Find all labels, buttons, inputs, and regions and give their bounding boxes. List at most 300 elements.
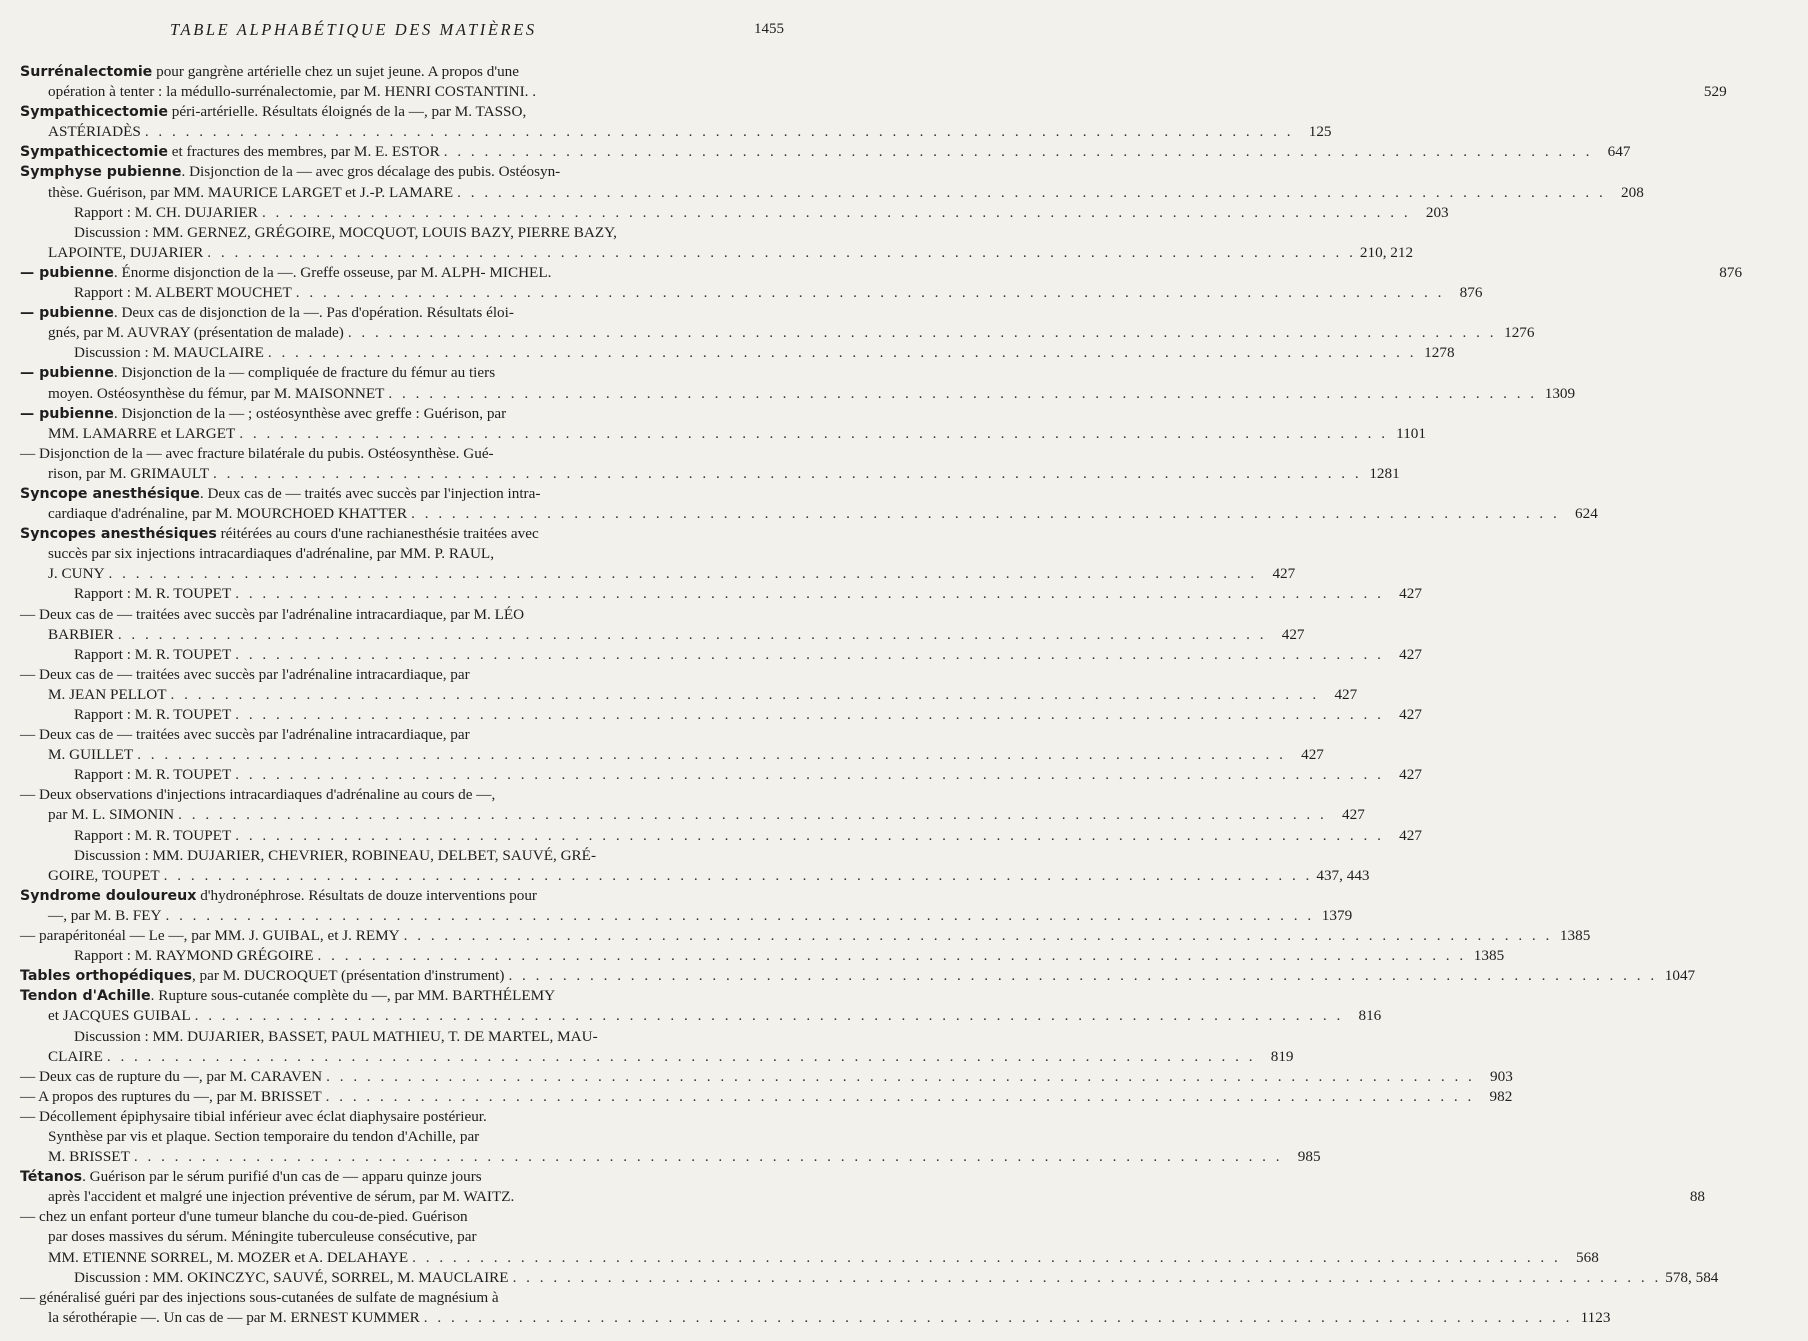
dot-leader	[264, 343, 1421, 363]
index-line-text	[20, 1207, 468, 1227]
index-description: — généralisé guéri par des injections sous-cutanées de sulfate de magnésium à	[20, 1288, 499, 1306]
index-line-text	[74, 826, 231, 846]
index-line	[20, 1047, 1294, 1067]
index-description: par M. L. SIMONIN	[48, 806, 175, 824]
index-line	[20, 323, 1535, 343]
index-line-text	[20, 1067, 322, 1087]
index-line-text	[74, 584, 231, 604]
page-reference: 819	[1270, 1047, 1294, 1065]
index-line-text	[74, 223, 617, 243]
index-description: Rapport : M. ALBERT MOUCHET	[74, 284, 292, 302]
index-line-text	[48, 424, 235, 444]
page-reference	[1638, 1167, 1672, 1187]
index-description: Discussion : MM. DUJARIER, BASSET, PAUL MATHIEU, T. DE MARTEL, MAU-	[74, 1027, 598, 1045]
index-line-text	[20, 1107, 487, 1127]
dot-leader	[231, 584, 1388, 604]
page-reference: 427	[1399, 766, 1422, 784]
index-description: réitérées au cours d'une rachianesthésie traitées avec	[216, 525, 539, 543]
index-line-text	[20, 444, 494, 464]
page-reference	[1652, 785, 1686, 805]
index-line-text	[48, 1227, 477, 1247]
dot-leader	[231, 645, 1388, 665]
index-description: Discussion : MM. DUJARIER, CHEVRIER, ROBINEAU, DELBET, SAUVÉ, GRÉ-	[74, 846, 596, 864]
index-line-text	[48, 906, 161, 926]
index-line	[20, 826, 1422, 846]
index-description: Rapport : M. CH. DUJARIER	[74, 203, 258, 221]
index-line	[20, 805, 1365, 825]
index-description: — Deux cas de rupture du —, par M. CARAVEN	[20, 1067, 323, 1085]
index-line-text	[20, 102, 526, 122]
index-description: LAPOINTE, DUJARIER	[48, 243, 204, 261]
index-line	[20, 363, 780, 383]
index-description: moyen. Ostéosynthèse du fémur, par M. MAISONNET	[48, 384, 385, 402]
index-description: — parapéritonéal — Le —, par MM. J. GUIBAL, et J. REMY	[20, 927, 400, 945]
page-reference: 1385	[1473, 947, 1505, 965]
page-reference: 1309	[1544, 384, 1576, 402]
page-reference	[1651, 544, 1685, 564]
index-description: et fractures des membres, par M. E. ESTOR	[167, 143, 440, 161]
page-reference: 427	[1399, 826, 1422, 844]
index-line-text	[48, 625, 114, 645]
index-line	[20, 584, 1422, 604]
index-description: . Disjonction de la — avec gros décalage des pubis. Ostéosyn-	[181, 163, 561, 181]
index-description: Discussion : MM. OKINCZYC, SAUVÉ, SORREL, M. MAUCLAIRE	[74, 1268, 509, 1286]
index-description: — Disjonction de la — avec fracture bilatérale du pubis. Ostéosynthèse. Gué-	[20, 444, 494, 462]
index-description: péri-artérielle. Résultats éloignés de la —, par M. TASSO,	[167, 103, 527, 121]
index-line	[20, 484, 780, 504]
index-line	[20, 1207, 780, 1227]
page-reference	[1644, 1107, 1678, 1127]
dot-leader	[133, 745, 1290, 765]
index-description: CLAIRE	[48, 1047, 103, 1065]
dot-leader	[161, 906, 1318, 926]
index-description: par doses massives du sérum. Méningite tuberculeuse consécutive, par	[48, 1228, 477, 1246]
index-line-text	[48, 564, 105, 584]
dot-leader	[292, 283, 1449, 303]
index-line	[20, 1087, 1513, 1107]
index-line-text	[48, 504, 407, 524]
page-reference	[1636, 1127, 1670, 1147]
page-reference	[1753, 846, 1787, 866]
dot-leader	[384, 384, 1541, 404]
index-description: opération à tenter : la médullo-surrénalectomie, par M. HENRI COSTANTINI. .	[48, 83, 537, 101]
page-reference: 982	[1489, 1087, 1513, 1105]
index-description: Rapport : M. R. TOUPET	[74, 645, 232, 663]
page-reference	[1717, 162, 1751, 182]
page-reference: 1379	[1321, 906, 1353, 924]
index-line-text	[20, 966, 504, 986]
page-reference	[1633, 1227, 1667, 1247]
index-term: Syndrome douloureux	[20, 887, 197, 904]
page-reference	[1663, 404, 1697, 424]
index-line	[20, 745, 1324, 765]
index-line	[20, 1248, 1599, 1268]
index-line-text	[20, 785, 495, 805]
index-description: Rapport : M. R. TOUPET	[74, 706, 232, 723]
dot-leader	[160, 866, 1317, 886]
index-line	[20, 906, 1353, 926]
dot-leader	[408, 1248, 1565, 1268]
page-reference: 985	[1297, 1148, 1321, 1166]
page-reference: 578, 584	[1665, 1268, 1719, 1286]
page-reference	[1697, 484, 1731, 504]
index-line-text	[48, 544, 494, 564]
index-description: — chez un enfant porteur d'une tumeur blanche du cou-de-pied. Guérison	[20, 1208, 468, 1226]
dot-leader	[130, 1147, 1287, 1167]
index-term: Tendon d'Achille	[20, 988, 151, 1005]
index-line-text	[48, 685, 167, 705]
index-description: . Deux cas de — traités avec succès par l'injection intra-	[199, 484, 541, 502]
index-line-text	[74, 283, 292, 303]
index-entries	[20, 62, 1743, 1328]
page-reference	[1712, 986, 1746, 1006]
page-reference	[1683, 102, 1717, 122]
index-line	[20, 384, 1576, 404]
index-line	[20, 725, 780, 745]
index-description: — Décollement épiphysaire tibial inférieur avec éclat diaphysaire postérieur.	[20, 1107, 487, 1125]
index-line-text	[48, 1147, 130, 1167]
dot-leader	[344, 323, 1501, 343]
index-line-text	[48, 866, 160, 886]
page-reference: 876	[1459, 284, 1483, 302]
dot-leader	[231, 765, 1388, 785]
index-line	[20, 464, 1400, 484]
index-line-text	[20, 142, 440, 162]
index-line	[20, 504, 1598, 524]
dot-leader	[141, 122, 1298, 142]
index-line-text	[48, 1006, 191, 1026]
index-line-text	[74, 765, 231, 785]
index-line-text	[20, 1087, 322, 1107]
index-line-text	[20, 665, 470, 685]
index-line-text	[20, 404, 506, 424]
index-description: rison, par M. GRIMAULT	[48, 464, 210, 482]
index-description: MM. ETIENNE SORREL, M. MOZER et A. DELAHAYE	[48, 1248, 409, 1266]
dot-leader	[191, 1006, 1348, 1026]
dot-leader	[509, 1268, 1666, 1288]
index-line-text	[48, 805, 174, 825]
index-line-text	[20, 162, 560, 182]
index-description: M. GUILLET	[48, 746, 134, 764]
page-reference: 203	[1425, 203, 1449, 221]
index-description: . Deux cas de disjonction de la —. Pas d'opération. Résultats éloi-	[113, 304, 514, 322]
index-term: Syncopes anesthésiques	[20, 526, 217, 543]
page-reference	[1650, 444, 1684, 464]
index-description: . Guérison par le sérum purifié d'un cas de — apparu quinze jours	[82, 1168, 482, 1186]
index-line-text	[74, 343, 264, 363]
dot-leader	[209, 464, 1366, 484]
page-reference	[1624, 1207, 1658, 1227]
index-description: Synthèse par vis et plaque. Section temporaire du tendon d'Achille, par	[48, 1127, 480, 1145]
index-line-text	[20, 62, 519, 82]
page-reference: 903	[1490, 1067, 1513, 1085]
dot-leader	[400, 926, 1557, 946]
index-line-text	[48, 464, 209, 484]
index-line-text	[20, 1167, 482, 1187]
dot-leader	[235, 424, 1392, 444]
index-line-text	[20, 303, 514, 323]
index-line	[20, 1288, 780, 1308]
page-reference: 816	[1358, 1007, 1382, 1025]
page-reference: 1385	[1559, 927, 1591, 945]
index-line	[20, 424, 1426, 444]
page-reference: 437, 443	[1316, 866, 1370, 884]
dot-leader	[231, 826, 1388, 846]
index-line	[20, 223, 780, 243]
dot-leader	[105, 564, 1262, 584]
index-description: Discussion : M. MAUCLAIRE	[74, 344, 264, 362]
index-description: succès par six injections intracardiaques d'adrénaline, par MM. P. RAUL,	[48, 545, 495, 563]
index-line	[20, 62, 780, 82]
index-line-text	[74, 1268, 509, 1288]
index-description: , par M. DUCROQUET (présentation d'instrument)	[191, 967, 505, 985]
index-description: BARBIER	[48, 625, 114, 643]
index-description: Rapport : M. R. TOUPET	[74, 766, 232, 784]
index-line-text	[74, 203, 258, 223]
index-line-text	[48, 243, 203, 263]
dot-leader	[167, 685, 1324, 705]
page-reference: 427	[1399, 706, 1422, 723]
index-description: d'hydronéphrose. Résultats de douze interventions pour	[196, 886, 537, 904]
index-line-text	[48, 183, 453, 203]
index-term: Syncope anesthésique	[20, 485, 200, 502]
index-line	[20, 142, 1631, 162]
index-line	[20, 685, 1358, 705]
index-line-text	[20, 524, 539, 544]
index-line-text	[74, 846, 596, 866]
index-line-text	[20, 484, 540, 504]
dot-leader	[103, 1047, 1260, 1067]
page-reference	[1695, 524, 1729, 544]
page-reference	[1774, 223, 1808, 243]
index-line-text	[20, 605, 524, 625]
page-reference	[1671, 303, 1705, 323]
page-reference: 427	[1272, 565, 1296, 583]
index-line	[20, 1127, 780, 1147]
index-term: Symphyse pubienne	[20, 164, 182, 181]
index-term: — pubienne	[20, 405, 114, 422]
index-description: pour gangrène artérielle chez un sujet jeune. A propos d'une	[152, 63, 519, 80]
index-term: Sympathicectomie	[20, 104, 168, 121]
index-line	[20, 544, 780, 564]
index-line	[20, 625, 1305, 645]
page-reference: 1101	[1396, 424, 1426, 442]
index-line-text	[74, 705, 231, 725]
index-description: —, par M. B. FEY	[48, 906, 162, 924]
index-description: — A propos des ruptures du —, par M. BRISSET	[20, 1087, 322, 1105]
index-description: Rapport : M. RAYMOND GRÉGOIRE	[74, 947, 314, 965]
index-description: . Rupture sous-cutanée complète du —, par MM. BARTHÉLEMY	[150, 987, 556, 1005]
index-line-text	[48, 82, 536, 102]
page-title: TABLE ALPHABÉTIQUE DES MATIÈRES	[170, 20, 537, 39]
index-line-text	[20, 1288, 499, 1308]
index-description: . Disjonction de la — compliquée de fracture du fémur au tiers	[113, 364, 496, 382]
index-term: Sympathicectomie	[20, 144, 168, 161]
index-line	[20, 1227, 780, 1247]
page-reference: 1281	[1369, 464, 1400, 482]
index-description: ASTÉRIADÈS	[48, 123, 141, 141]
page-reference	[1681, 605, 1715, 625]
index-line	[20, 243, 1414, 263]
index-line	[20, 1187, 1706, 1207]
index-description: . Énorme disjonction de la —. Greffe osseuse, par M. ALPH- MICHEL.	[113, 263, 552, 281]
page-reference: 568	[1576, 1248, 1599, 1266]
index-description: la sérothérapie —. Un cas de — par M. ERNEST KUMMER	[48, 1308, 420, 1326]
page-reference: 1276	[1504, 324, 1535, 342]
index-line	[20, 102, 780, 122]
page-reference	[1652, 363, 1686, 383]
dot-leader	[203, 243, 1360, 263]
index-term: — pubienne	[20, 264, 114, 281]
index-line-text	[20, 926, 400, 946]
index-line	[20, 785, 780, 805]
index-description: — Deux cas de — traitées avec succès par l'adrénaline intracardiaque, par	[20, 726, 470, 744]
index-term: — pubienne	[20, 305, 114, 322]
index-line	[20, 705, 1422, 725]
index-line	[20, 1027, 780, 1047]
index-line	[20, 1107, 780, 1127]
index-line	[20, 1147, 1321, 1167]
index-line	[20, 986, 780, 1006]
index-description: — Deux observations d'injections intracardiaques d'adrénaline au cours de —,	[20, 786, 496, 804]
page-reference: 647	[1607, 143, 1631, 161]
index-description: M. BRISSET	[48, 1148, 130, 1166]
page-reference: 624	[1575, 505, 1598, 523]
page-reference: 427	[1281, 625, 1305, 643]
index-line	[20, 665, 780, 685]
index-line	[20, 846, 780, 866]
page-reference: 1278	[1424, 344, 1455, 362]
index-line	[20, 162, 780, 182]
page-reference: 1123	[1580, 1308, 1611, 1326]
index-line	[20, 122, 1332, 142]
index-description: . Disjonction de la — ; ostéosynthèse avec greffe : Guérison, par	[113, 404, 507, 422]
index-line	[20, 203, 1449, 223]
index-line	[20, 1006, 1382, 1026]
index-line	[20, 444, 780, 464]
index-line	[20, 886, 780, 906]
index-line	[20, 926, 1591, 946]
page-reference: 88	[1689, 1188, 1706, 1206]
dot-leader	[174, 805, 1331, 825]
page-reference: 427	[1334, 685, 1358, 703]
index-line	[20, 966, 1696, 986]
index-line	[20, 1167, 780, 1187]
page-reference	[1655, 1288, 1689, 1308]
index-line	[20, 605, 780, 625]
index-line	[20, 343, 1455, 363]
page-reference	[1676, 62, 1710, 82]
index-line-text	[20, 363, 495, 383]
dot-leader	[322, 1067, 1479, 1087]
index-description: gnés, par M. AUVRAY (présentation de malade)	[48, 324, 344, 342]
dot-leader	[453, 183, 1610, 203]
index-description: après l'accident et malgré une injection préventive de sérum, par M. WAITZ.	[48, 1188, 515, 1206]
index-line-text	[48, 745, 133, 765]
index-line	[20, 82, 1727, 102]
index-term: Tétanos	[20, 1169, 83, 1186]
index-line	[20, 866, 1370, 886]
index-line-text	[20, 725, 470, 745]
index-line-text	[74, 946, 314, 966]
index-term: Surrénalectomie	[20, 64, 153, 80]
dot-leader	[504, 966, 1661, 986]
dot-leader	[114, 625, 1271, 645]
page-reference	[1694, 886, 1728, 906]
page-number: 1455	[754, 21, 784, 37]
dot-leader	[231, 705, 1388, 725]
index-line-text	[48, 1047, 103, 1067]
dot-leader	[420, 1308, 1577, 1328]
index-line	[20, 946, 1505, 966]
index-line	[20, 283, 1483, 303]
index-line	[20, 564, 1296, 584]
dot-leader	[314, 946, 1471, 966]
page-reference: 427	[1342, 806, 1365, 824]
index-description: — Deux cas de — traitées avec succès par l'adrénaline intracardiaque, par M. LÉO	[20, 605, 525, 623]
index-description: MM. LAMARRE et LARGET	[48, 424, 236, 442]
page-reference	[1626, 725, 1660, 745]
index-description: J. CUNY	[48, 565, 105, 583]
dot-leader	[322, 1087, 1479, 1107]
index-line	[20, 1308, 1611, 1328]
index-line-text	[20, 886, 537, 906]
index-line-text	[20, 263, 551, 283]
index-line	[20, 645, 1422, 665]
index-term: — pubienne	[20, 365, 114, 382]
page-reference	[1754, 1027, 1788, 1047]
dot-leader	[258, 203, 1415, 223]
index-line-text	[20, 986, 555, 1006]
page-reference: 1047	[1664, 967, 1696, 985]
index-description: M. JEAN PELLOT	[48, 685, 167, 703]
index-line	[20, 404, 780, 424]
index-line	[20, 303, 780, 323]
index-description: GOIRE, TOUPET	[48, 866, 160, 884]
index-line-text	[48, 384, 384, 404]
index-description: thèse. Guérison, par MM. MAURICE LARGET et J.-P. LAMARE	[48, 183, 454, 201]
dot-leader	[440, 142, 1597, 162]
running-header	[0, 20, 800, 44]
index-description: cardiaque d'adrénaline, par M. MOURCHOED KHATTER	[48, 505, 408, 523]
page-reference	[1626, 665, 1660, 685]
index-line-text	[48, 323, 344, 343]
index-line	[20, 263, 1743, 283]
index-line-text	[48, 1308, 420, 1328]
index-description: Discussion : MM. GERNEZ, GRÉGOIRE, MOCQUOT, LOUIS BAZY, PIERRE BAZY,	[74, 223, 617, 241]
page-reference: 529	[1703, 83, 1727, 101]
index-description: — Deux cas de — traitées avec succès par l'adrénaline intracardiaque, par	[20, 665, 470, 683]
dot-leader	[407, 504, 1564, 524]
index-term: Tables orthopédiques	[20, 968, 192, 985]
page-reference: 208	[1621, 183, 1644, 201]
index-line-text	[48, 1127, 479, 1147]
index-line	[20, 1067, 1513, 1087]
index-line	[20, 183, 1644, 203]
index-line-text	[48, 1187, 514, 1207]
index-line-text	[48, 122, 141, 142]
page-reference: 210, 212	[1359, 243, 1414, 261]
index-line	[20, 765, 1422, 785]
index-description: Rapport : M. R. TOUPET	[74, 826, 232, 844]
index-line-text	[74, 645, 231, 665]
index-line-text	[74, 1027, 598, 1047]
page-reference: 125	[1308, 123, 1332, 141]
page-reference: 876	[1719, 263, 1743, 281]
page-reference: 427	[1399, 645, 1422, 663]
index-line	[20, 1268, 1719, 1288]
index-description: et JACQUES GUIBAL	[48, 1007, 191, 1025]
